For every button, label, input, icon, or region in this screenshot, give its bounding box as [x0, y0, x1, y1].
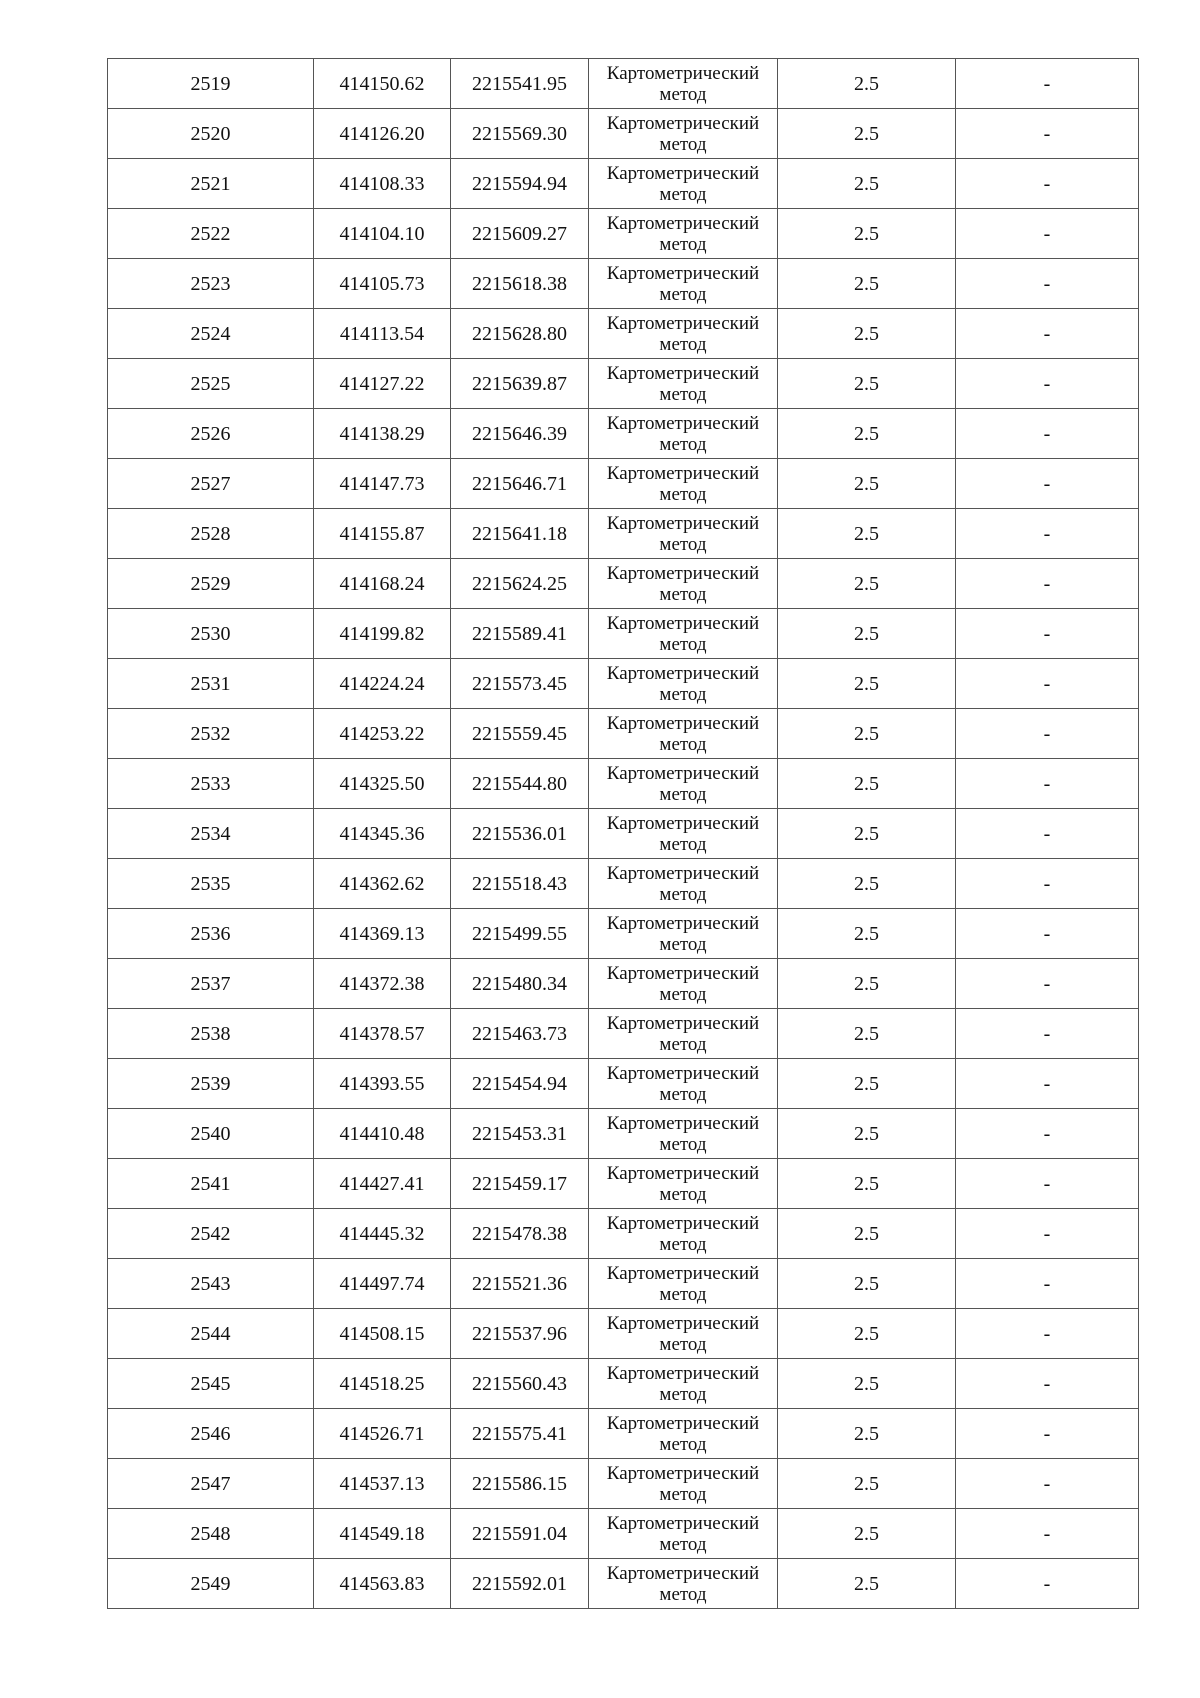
x-coordinate-cell: 414372.38 [314, 959, 451, 1009]
x-coordinate-cell: 414549.18 [314, 1509, 451, 1559]
table-row [108, 809, 1139, 859]
method-line-1: Картометрический [606, 1062, 760, 1084]
y-coordinate-cell: 2215454.94 [451, 1059, 589, 1109]
point-number-cell: 2542 [108, 1209, 314, 1259]
method-line-1: Картометрический [606, 1312, 760, 1334]
accuracy-cell: 2.5 [778, 1209, 956, 1259]
accuracy-cell: 2.5 [778, 1559, 956, 1609]
note-cell: - [956, 659, 1139, 709]
y-coordinate-cell: 2215628.80 [451, 309, 589, 359]
method-cell [589, 609, 778, 659]
note-cell: - [956, 1009, 1139, 1059]
note-cell: - [956, 1409, 1139, 1459]
method-line-1: Картометрический [606, 862, 760, 884]
table-row [108, 1309, 1139, 1359]
y-coordinate-cell: 2215537.96 [451, 1309, 589, 1359]
method-cell [589, 1059, 778, 1109]
x-coordinate-cell: 414168.24 [314, 559, 451, 609]
method-line-1: Картометрический [606, 1212, 760, 1234]
note-cell: - [956, 1559, 1139, 1609]
note-cell: - [956, 1209, 1139, 1259]
y-coordinate-cell: 2215536.01 [451, 809, 589, 859]
y-coordinate-cell: 2215518.43 [451, 859, 589, 909]
accuracy-cell: 2.5 [778, 759, 956, 809]
x-coordinate-cell: 414113.54 [314, 309, 451, 359]
accuracy-cell: 2.5 [778, 309, 956, 359]
x-coordinate-cell: 414127.22 [314, 359, 451, 409]
note-cell: - [956, 959, 1139, 1009]
method-line-1: Картометрический [606, 112, 760, 134]
method-cell [589, 909, 778, 959]
method-line-2: метод [659, 733, 707, 755]
y-coordinate-cell: 2215575.41 [451, 1409, 589, 1459]
method-line-2: метод [659, 1533, 707, 1555]
x-coordinate-cell: 414393.55 [314, 1059, 451, 1109]
method-line-1: Картометрический [606, 1362, 760, 1384]
method-line-1: Картометрический [606, 412, 760, 434]
table-row [108, 1409, 1139, 1459]
table-row [108, 309, 1139, 359]
table-row [108, 1359, 1139, 1409]
point-number-cell: 2544 [108, 1309, 314, 1359]
method-cell [589, 1009, 778, 1059]
table-row [108, 559, 1139, 609]
method-line-1: Картометрический [606, 162, 760, 184]
table-row [108, 209, 1139, 259]
method-line-1: Картометрический [606, 1012, 760, 1034]
y-coordinate-cell: 2215569.30 [451, 109, 589, 159]
accuracy-cell: 2.5 [778, 559, 956, 609]
method-cell [589, 209, 778, 259]
table-row [108, 259, 1139, 309]
note-cell: - [956, 809, 1139, 859]
method-line-2: метод [659, 833, 707, 855]
y-coordinate-cell: 2215592.01 [451, 1559, 589, 1609]
note-cell: - [956, 559, 1139, 609]
note-cell: - [956, 1359, 1139, 1409]
table-row [108, 1059, 1139, 1109]
table-row [108, 959, 1139, 1009]
x-coordinate-cell: 414155.87 [314, 509, 451, 559]
note-cell: - [956, 1259, 1139, 1309]
point-number-cell: 2525 [108, 359, 314, 409]
method-line-2: метод [659, 783, 707, 805]
note-cell: - [956, 1059, 1139, 1109]
method-line-2: метод [659, 333, 707, 355]
point-number-cell: 2533 [108, 759, 314, 809]
point-number-cell: 2521 [108, 159, 314, 209]
point-number-cell: 2549 [108, 1559, 314, 1609]
method-line-2: метод [659, 483, 707, 505]
table-row [108, 1509, 1139, 1559]
note-cell: - [956, 459, 1139, 509]
point-number-cell: 2526 [108, 409, 314, 459]
point-number-cell: 2534 [108, 809, 314, 859]
note-cell: - [956, 859, 1139, 909]
accuracy-cell: 2.5 [778, 1009, 956, 1059]
method-cell [589, 1509, 778, 1559]
point-number-cell: 2543 [108, 1259, 314, 1309]
method-line-2: метод [659, 133, 707, 155]
note-cell: - [956, 359, 1139, 409]
x-coordinate-cell: 414108.33 [314, 159, 451, 209]
y-coordinate-cell: 2215641.18 [451, 509, 589, 559]
table-row [108, 1159, 1139, 1209]
method-line-1: Картометрический [606, 1462, 760, 1484]
y-coordinate-cell: 2215463.73 [451, 1009, 589, 1059]
method-line-2: метод [659, 1233, 707, 1255]
x-coordinate-cell: 414104.10 [314, 209, 451, 259]
accuracy-cell: 2.5 [778, 609, 956, 659]
method-line-1: Картометрический [606, 512, 760, 534]
x-coordinate-cell: 414427.41 [314, 1159, 451, 1209]
note-cell: - [956, 409, 1139, 459]
x-coordinate-cell: 414138.29 [314, 409, 451, 459]
method-line-2: метод [659, 183, 707, 205]
x-coordinate-cell: 414369.13 [314, 909, 451, 959]
coordinates-table-body [108, 59, 1139, 1609]
y-coordinate-cell: 2215646.71 [451, 459, 589, 509]
note-cell: - [956, 1509, 1139, 1559]
accuracy-cell: 2.5 [778, 659, 956, 709]
accuracy-cell: 2.5 [778, 1159, 956, 1209]
method-line-1: Картометрический [606, 612, 760, 634]
y-coordinate-cell: 2215560.43 [451, 1359, 589, 1409]
x-coordinate-cell: 414362.62 [314, 859, 451, 909]
table-row [108, 1459, 1139, 1509]
y-coordinate-cell: 2215639.87 [451, 359, 589, 409]
accuracy-cell: 2.5 [778, 809, 956, 859]
table-row [108, 109, 1139, 159]
method-line-1: Картометрический [606, 1512, 760, 1534]
accuracy-cell: 2.5 [778, 1509, 956, 1559]
method-cell [589, 709, 778, 759]
method-line-1: Картометрический [606, 1162, 760, 1184]
method-line-1: Картометрический [606, 662, 760, 684]
y-coordinate-cell: 2215459.17 [451, 1159, 589, 1209]
accuracy-cell: 2.5 [778, 209, 956, 259]
y-coordinate-cell: 2215499.55 [451, 909, 589, 959]
x-coordinate-cell: 414563.83 [314, 1559, 451, 1609]
point-number-cell: 2548 [108, 1509, 314, 1559]
method-line-2: метод [659, 233, 707, 255]
method-line-2: метод [659, 1583, 707, 1605]
point-number-cell: 2540 [108, 1109, 314, 1159]
method-cell [589, 159, 778, 209]
x-coordinate-cell: 414147.73 [314, 459, 451, 509]
accuracy-cell: 2.5 [778, 259, 956, 309]
note-cell: - [956, 509, 1139, 559]
y-coordinate-cell: 2215559.45 [451, 709, 589, 759]
method-line-2: метод [659, 83, 707, 105]
method-line-1: Картометрический [606, 462, 760, 484]
accuracy-cell: 2.5 [778, 359, 956, 409]
method-cell [589, 1359, 778, 1409]
method-cell [589, 1559, 778, 1609]
method-line-1: Картометрический [606, 362, 760, 384]
y-coordinate-cell: 2215541.95 [451, 59, 589, 109]
note-cell: - [956, 1159, 1139, 1209]
method-line-2: метод [659, 283, 707, 305]
method-cell [589, 659, 778, 709]
coordinates-table [107, 58, 1139, 1609]
method-line-2: метод [659, 1283, 707, 1305]
accuracy-cell: 2.5 [778, 859, 956, 909]
accuracy-cell: 2.5 [778, 1059, 956, 1109]
y-coordinate-cell: 2215646.39 [451, 409, 589, 459]
method-line-1: Картометрический [606, 812, 760, 834]
point-number-cell: 2532 [108, 709, 314, 759]
point-number-cell: 2539 [108, 1059, 314, 1109]
method-line-1: Картометрический [606, 1412, 760, 1434]
y-coordinate-cell: 2215594.94 [451, 159, 589, 209]
y-coordinate-cell: 2215478.38 [451, 1209, 589, 1259]
x-coordinate-cell: 414410.48 [314, 1109, 451, 1159]
method-line-2: метод [659, 1083, 707, 1105]
method-line-2: метод [659, 1133, 707, 1155]
point-number-cell: 2528 [108, 509, 314, 559]
accuracy-cell: 2.5 [778, 509, 956, 559]
x-coordinate-cell: 414445.32 [314, 1209, 451, 1259]
point-number-cell: 2545 [108, 1359, 314, 1409]
method-line-2: метод [659, 1033, 707, 1055]
method-cell [589, 109, 778, 159]
point-number-cell: 2522 [108, 209, 314, 259]
method-cell [589, 1259, 778, 1309]
method-line-2: метод [659, 383, 707, 405]
y-coordinate-cell: 2215586.15 [451, 1459, 589, 1509]
method-line-1: Картометрический [606, 1562, 760, 1584]
method-cell [589, 1309, 778, 1359]
table-row [108, 1259, 1139, 1309]
method-line-1: Картометрический [606, 962, 760, 984]
method-line-1: Картометрический [606, 212, 760, 234]
accuracy-cell: 2.5 [778, 1109, 956, 1159]
method-cell [589, 759, 778, 809]
table-row [108, 509, 1139, 559]
table-row [108, 659, 1139, 709]
accuracy-cell: 2.5 [778, 59, 956, 109]
table-row [108, 1109, 1139, 1159]
method-line-2: метод [659, 1383, 707, 1405]
table-row [108, 709, 1139, 759]
x-coordinate-cell: 414199.82 [314, 609, 451, 659]
accuracy-cell: 2.5 [778, 1309, 956, 1359]
method-line-1: Картометрический [606, 762, 760, 784]
method-cell [589, 859, 778, 909]
method-line-1: Картометрический [606, 312, 760, 334]
method-line-2: метод [659, 683, 707, 705]
accuracy-cell: 2.5 [778, 1409, 956, 1459]
point-number-cell: 2547 [108, 1459, 314, 1509]
table-row [108, 609, 1139, 659]
y-coordinate-cell: 2215624.25 [451, 559, 589, 609]
note-cell: - [956, 709, 1139, 759]
table-row [108, 59, 1139, 109]
note-cell: - [956, 159, 1139, 209]
x-coordinate-cell: 414497.74 [314, 1259, 451, 1309]
method-cell [589, 1459, 778, 1509]
y-coordinate-cell: 2215521.36 [451, 1259, 589, 1309]
method-cell [589, 359, 778, 409]
note-cell: - [956, 209, 1139, 259]
point-number-cell: 2531 [108, 659, 314, 709]
method-cell [589, 309, 778, 359]
table-row [108, 159, 1139, 209]
y-coordinate-cell: 2215591.04 [451, 1509, 589, 1559]
method-cell [589, 1409, 778, 1459]
point-number-cell: 2538 [108, 1009, 314, 1059]
point-number-cell: 2530 [108, 609, 314, 659]
method-line-2: метод [659, 883, 707, 905]
method-cell [589, 409, 778, 459]
method-line-2: метод [659, 983, 707, 1005]
accuracy-cell: 2.5 [778, 909, 956, 959]
method-line-2: метод [659, 933, 707, 955]
method-line-2: метод [659, 1483, 707, 1505]
x-coordinate-cell: 414224.24 [314, 659, 451, 709]
accuracy-cell: 2.5 [778, 159, 956, 209]
point-number-cell: 2541 [108, 1159, 314, 1209]
note-cell: - [956, 259, 1139, 309]
accuracy-cell: 2.5 [778, 459, 956, 509]
method-cell [589, 1209, 778, 1259]
point-number-cell: 2535 [108, 859, 314, 909]
y-coordinate-cell: 2215589.41 [451, 609, 589, 659]
method-cell [589, 59, 778, 109]
accuracy-cell: 2.5 [778, 109, 956, 159]
method-line-2: метод [659, 433, 707, 455]
table-row [108, 1009, 1139, 1059]
note-cell: - [956, 909, 1139, 959]
method-line-2: метод [659, 1333, 707, 1355]
method-line-2: метод [659, 533, 707, 555]
method-cell [589, 509, 778, 559]
note-cell: - [956, 759, 1139, 809]
y-coordinate-cell: 2215618.38 [451, 259, 589, 309]
x-coordinate-cell: 414105.73 [314, 259, 451, 309]
x-coordinate-cell: 414508.15 [314, 1309, 451, 1359]
x-coordinate-cell: 414518.25 [314, 1359, 451, 1409]
point-number-cell: 2537 [108, 959, 314, 1009]
y-coordinate-cell: 2215544.80 [451, 759, 589, 809]
table-row [108, 909, 1139, 959]
method-cell [589, 559, 778, 609]
accuracy-cell: 2.5 [778, 1459, 956, 1509]
y-coordinate-cell: 2215573.45 [451, 659, 589, 709]
note-cell: - [956, 1459, 1139, 1509]
note-cell: - [956, 1109, 1139, 1159]
method-line-1: Картометрический [606, 1112, 760, 1134]
x-coordinate-cell: 414325.50 [314, 759, 451, 809]
note-cell: - [956, 109, 1139, 159]
table-row [108, 1209, 1139, 1259]
accuracy-cell: 2.5 [778, 409, 956, 459]
y-coordinate-cell: 2215453.31 [451, 1109, 589, 1159]
point-number-cell: 2519 [108, 59, 314, 109]
x-coordinate-cell: 414537.13 [314, 1459, 451, 1509]
method-line-2: метод [659, 583, 707, 605]
method-line-1: Картометрический [606, 562, 760, 584]
method-cell [589, 809, 778, 859]
x-coordinate-cell: 414150.62 [314, 59, 451, 109]
x-coordinate-cell: 414526.71 [314, 1409, 451, 1459]
table-row [108, 1559, 1139, 1609]
y-coordinate-cell: 2215609.27 [451, 209, 589, 259]
point-number-cell: 2520 [108, 109, 314, 159]
method-cell [589, 959, 778, 1009]
point-number-cell: 2523 [108, 259, 314, 309]
x-coordinate-cell: 414345.36 [314, 809, 451, 859]
accuracy-cell: 2.5 [778, 1359, 956, 1409]
method-line-1: Картометрический [606, 262, 760, 284]
accuracy-cell: 2.5 [778, 959, 956, 1009]
point-number-cell: 2529 [108, 559, 314, 609]
method-cell [589, 259, 778, 309]
x-coordinate-cell: 414253.22 [314, 709, 451, 759]
x-coordinate-cell: 414378.57 [314, 1009, 451, 1059]
note-cell: - [956, 609, 1139, 659]
table-row [108, 409, 1139, 459]
method-cell [589, 1159, 778, 1209]
point-number-cell: 2524 [108, 309, 314, 359]
y-coordinate-cell: 2215480.34 [451, 959, 589, 1009]
note-cell: - [956, 309, 1139, 359]
method-line-2: метод [659, 1433, 707, 1455]
note-cell: - [956, 1309, 1139, 1359]
accuracy-cell: 2.5 [778, 709, 956, 759]
method-line-2: метод [659, 633, 707, 655]
x-coordinate-cell: 414126.20 [314, 109, 451, 159]
method-line-1: Картометрический [606, 912, 760, 934]
table-row [108, 759, 1139, 809]
method-line-1: Картометрический [606, 1262, 760, 1284]
method-cell [589, 1109, 778, 1159]
point-number-cell: 2546 [108, 1409, 314, 1459]
point-number-cell: 2527 [108, 459, 314, 509]
method-line-1: Картометрический [606, 712, 760, 734]
accuracy-cell: 2.5 [778, 1259, 956, 1309]
method-cell [589, 459, 778, 509]
method-line-2: метод [659, 1183, 707, 1205]
table-row [108, 859, 1139, 909]
table-row [108, 359, 1139, 409]
table-row [108, 459, 1139, 509]
method-line-1: Картометрический [606, 62, 760, 84]
point-number-cell: 2536 [108, 909, 314, 959]
note-cell: - [956, 59, 1139, 109]
